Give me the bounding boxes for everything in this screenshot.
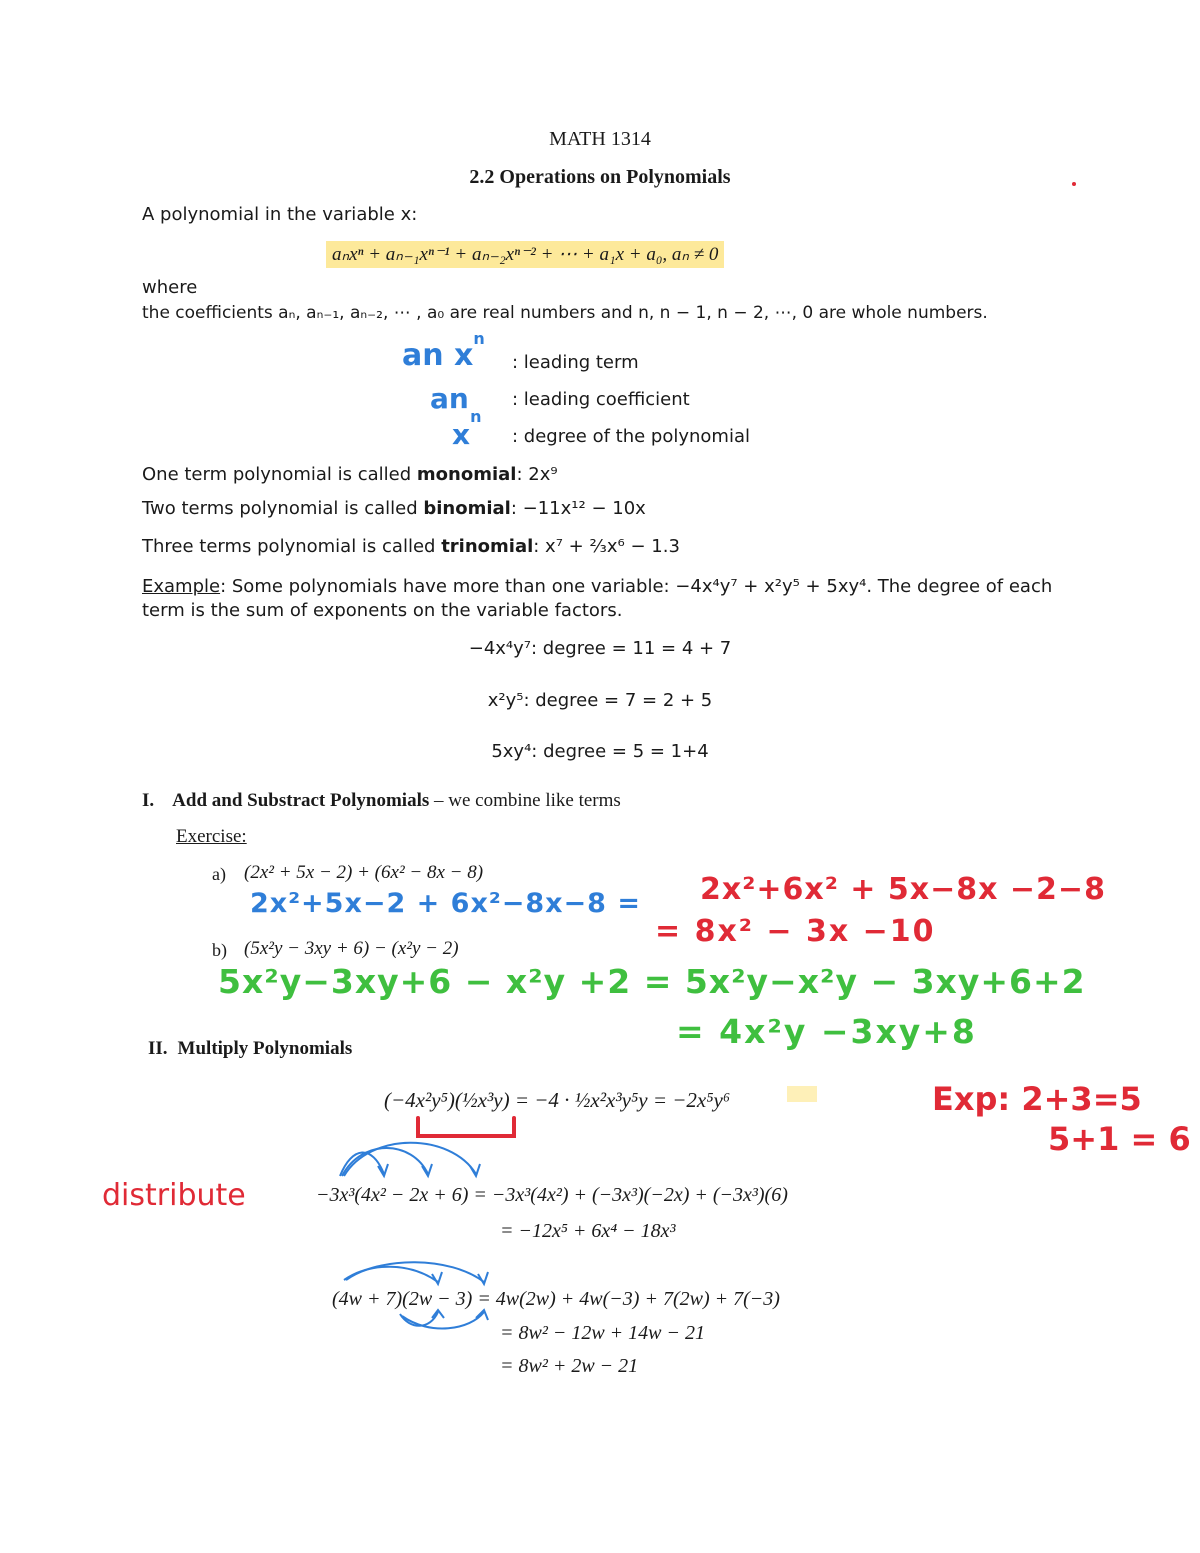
hand-distribute: distribute — [102, 1178, 246, 1213]
exercise-label: Exercise: — [176, 826, 247, 847]
hand-exp-note-1: Exp: 2+3=5 — [932, 1080, 1142, 1118]
hand-degree: $x^n$ — [452, 406, 482, 451]
hand-b-work-green-2: = 4x²y −3xy+8 — [676, 1012, 977, 1051]
section-title: 2.2 Operations on Polynomials — [469, 166, 731, 188]
degree-example-1: −4x⁴y⁷: degree = 11 = 4 + 7 — [468, 638, 732, 659]
leading-term-label: : leading term — [512, 352, 639, 373]
trinomial-line: Three terms polynomial is called trinomial: x⁷ + ²⁄₃x⁶ − 1.3 — [142, 536, 680, 557]
exercise-b-label: b) — [212, 940, 227, 960]
example-line-2: term is the sum of exponents on the variable factors. — [142, 600, 623, 621]
distribute-arrows — [340, 1143, 480, 1176]
hand-a-work-red-1: 2x²+6x² + 5x−8x −2−8 — [700, 872, 1106, 907]
exercise-a-label: a) — [212, 864, 226, 884]
monomial-line: One term polynomial is called monomial: 2x⁹ — [142, 464, 558, 485]
exercise-b-expression: (5x²y − 3xy + 6) − (x²y − 2) — [244, 938, 459, 959]
example-line: Example: Some polynomials have more than one variable: −4x⁴y⁷ + x²y⁵ + 5xy⁴. The degree of each — [142, 576, 1053, 597]
section-2-heading: II. Multiply Polynomials — [148, 1038, 353, 1059]
where-label: where — [142, 277, 198, 298]
multiply-example-3-line-2: = 8w² − 12w + 14w − 21 — [500, 1322, 705, 1344]
section-1-heading: I. Add and Substract Polynomials – we combine like terms — [142, 790, 621, 811]
degree-example-2: x²y⁵: degree = 7 = 2 + 5 — [487, 690, 713, 711]
hand-leading-term: an $x^n$ — [402, 329, 485, 373]
multiply-example-2-line-1: −3x³(4x² − 2x + 6) = −3x³(4x²) + (−3x³)(−2x) + (−3x³)(6) — [316, 1184, 788, 1206]
hand-exp-note-2: 5+1 = 6 — [1048, 1120, 1191, 1158]
degree-label: : degree of the polynomial — [512, 426, 750, 447]
exponent-highlight — [787, 1086, 817, 1102]
hand-a-work-blue: 2x²+5x−2 + 6x²−8x−8 = — [250, 888, 641, 919]
multiply-example-3-line-1: (4w + 7)(2w − 3) = 4w(2w) + 4w(−3) + 7(2w) + 7(−3) — [332, 1288, 780, 1310]
exercise-a-expression: (2x² + 5x − 2) + (6x² − 8x − 8) — [244, 862, 484, 883]
hand-a-work-red-2: = 8x² − 3x −10 — [655, 914, 936, 949]
degree-example-3: 5xy⁴: degree = 5 = 1+4 — [491, 741, 709, 762]
binomial-line: Two terms polynomial is called binomial: −11x¹² − 10x — [142, 498, 646, 519]
hand-leading-coefficient: an — [430, 382, 469, 415]
course-title: MATH 1314 — [549, 128, 651, 150]
multiply-example-3-line-3: = 8w² + 2w − 21 — [500, 1355, 639, 1377]
leading-coefficient-label: : leading coefficient — [512, 389, 690, 410]
coefficients-text: the coefficients aₙ, aₙ₋₁, aₙ₋₂, ⋯ , a₀ are real numbers and n, n − 1, n − 2, ⋯, 0 are whole numbers. — [142, 303, 988, 323]
red-bracket-mark — [418, 1118, 514, 1136]
hand-b-work-green-1: 5x²y−3xy+6 − x²y +2 = 5x²y−x²y − 3xy+6+2 — [218, 962, 1086, 1001]
general-polynomial-formula: aₙxⁿ + aₙ₋₁xⁿ⁻¹ + aₙ₋₂xⁿ⁻² + ⋯ + a₁x + a₀, aₙ ≠ 0 — [326, 241, 724, 268]
intro-line: A polynomial in the variable x: — [142, 204, 418, 225]
multiply-example-1: (−4x²y⁵)(½x³y) = −4 · ½x²x³y⁵y = −2x⁵y⁶ — [384, 1088, 731, 1112]
multiply-example-2-line-2: = −12x⁵ + 6x⁴ − 18x³ — [500, 1220, 676, 1242]
